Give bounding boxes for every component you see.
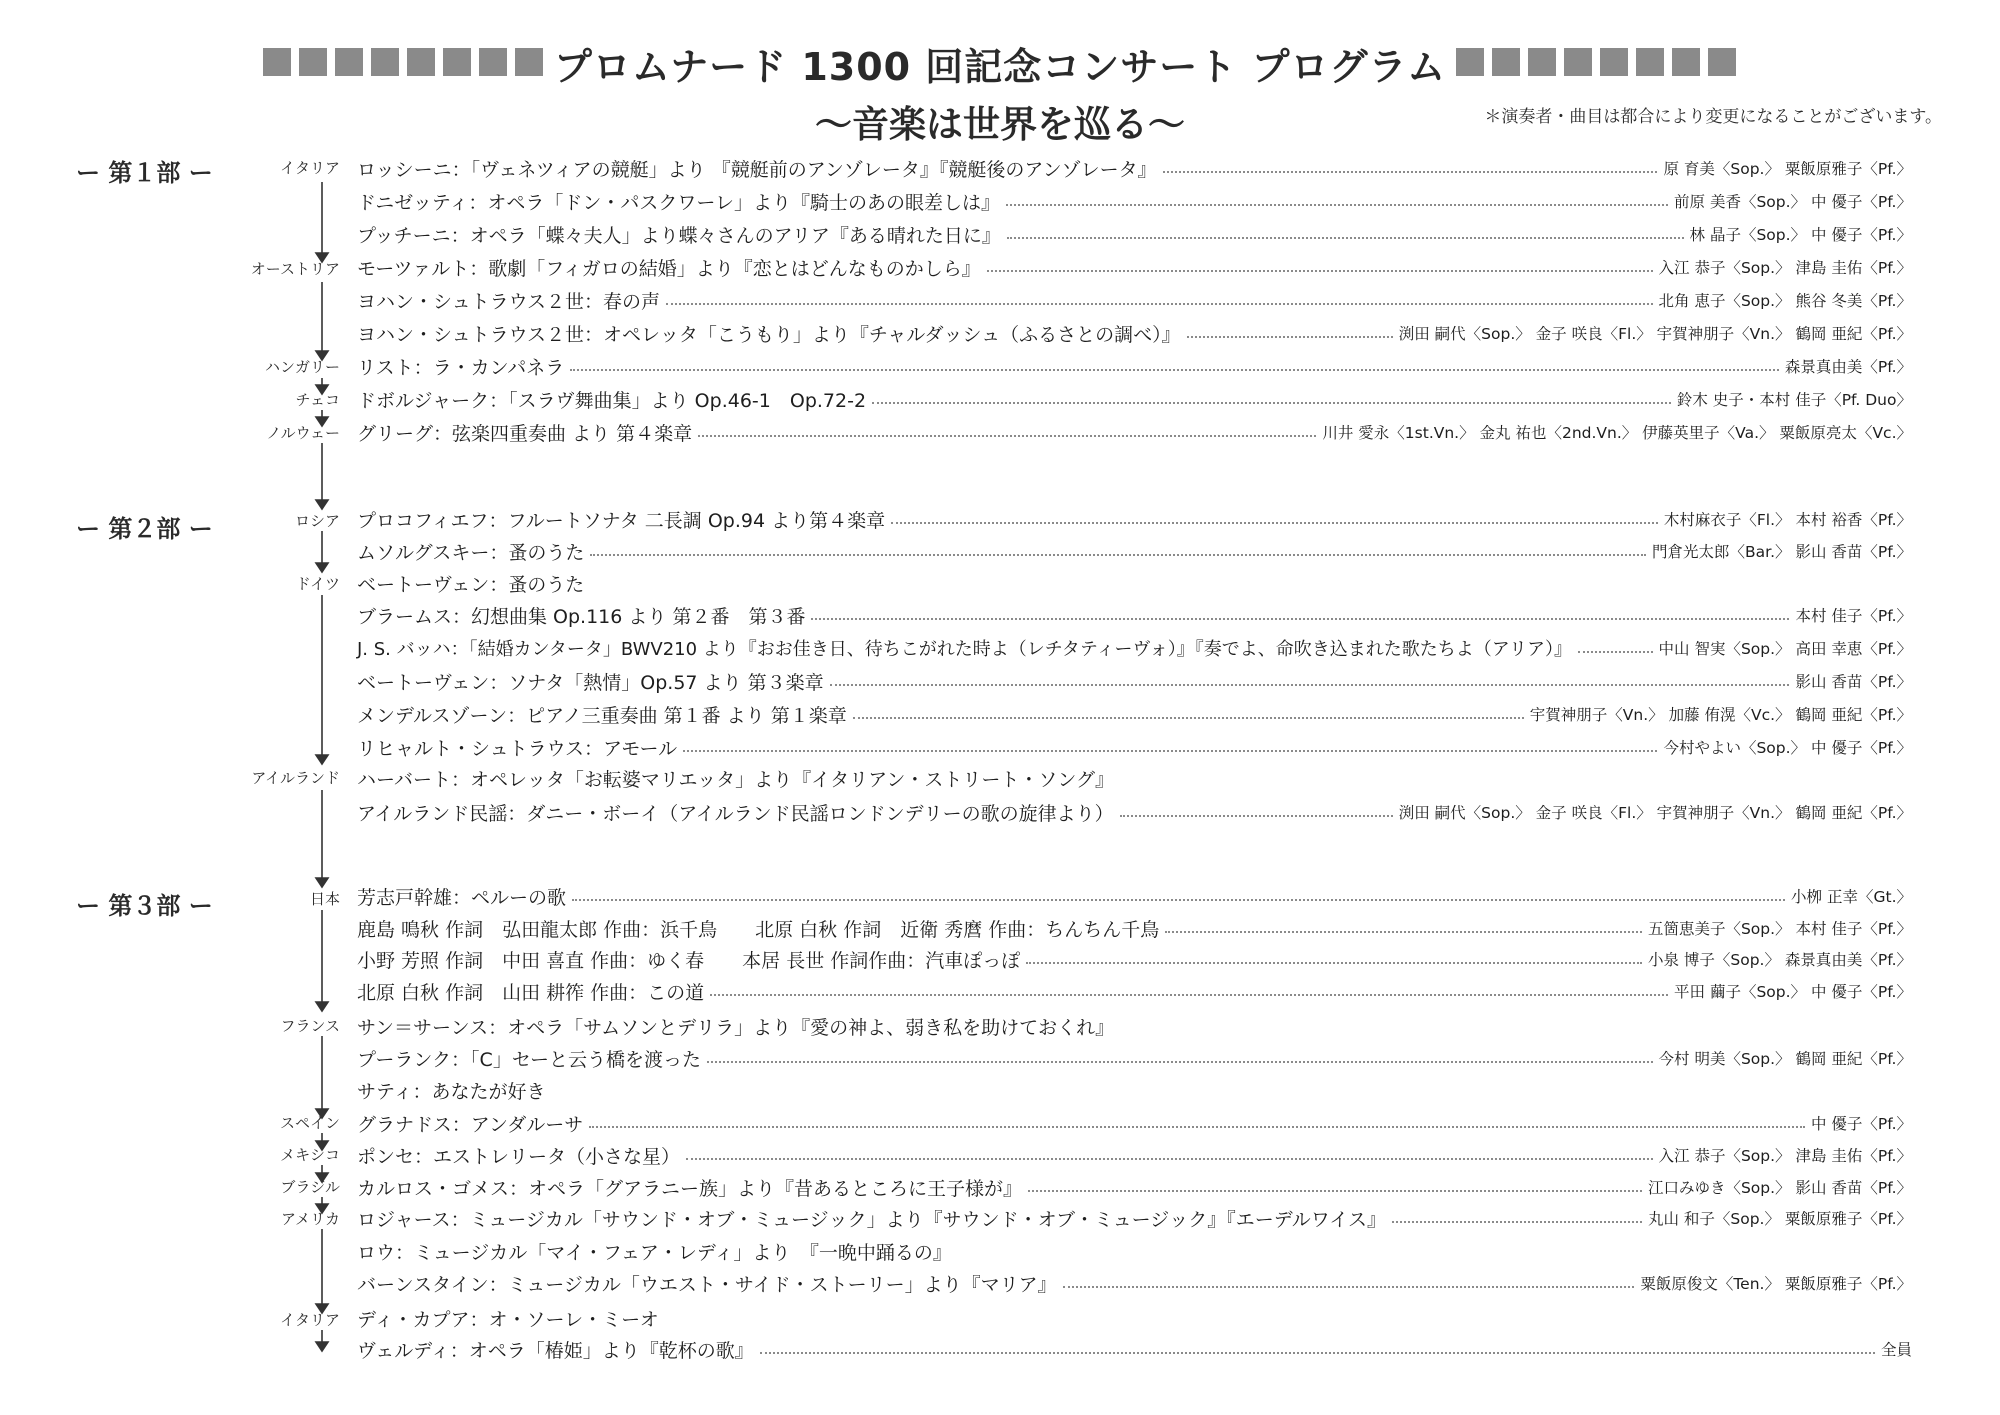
work-title: 芳志戸幹雄：ペルーの歌 bbox=[357, 886, 567, 909]
program-row bbox=[357, 417, 1912, 447]
performers: 江口みゆき〈Sop.〉 影山 香苗〈Pf.〉 bbox=[1647, 1179, 1912, 1197]
performers: 丸山 和子〈Sop.〉 粟飯原雅子〈Pf.〉 bbox=[1647, 1210, 1912, 1228]
program-row bbox=[357, 1303, 1912, 1333]
work-title: ドニゼッティ：オペラ「ドン・パスクワーレ」より『騎士のあの眼差しは』 bbox=[357, 191, 1000, 214]
program-row bbox=[357, 285, 1912, 315]
program-row bbox=[357, 1203, 1912, 1233]
work-title: ヴェルディ：オペラ「椿姫」より『乾杯の歌』 bbox=[357, 1339, 754, 1362]
work-title: ドボルジャーク：「スラヴ舞曲集」より Op.46-1 Op.72-2 bbox=[357, 389, 867, 412]
work-title: 鹿島 鳴秋 作詞 弘田龍太郎 作曲：浜千鳥 北原 白秋 作詞 近衛 秀麿 作曲：ちんちん千鳥 bbox=[357, 918, 1160, 941]
country-label: ドイツ bbox=[295, 575, 340, 593]
work-title: アイルランド民謡：ダニー・ボーイ（アイルランド民謡ロンドンデリーの歌の旋律より） bbox=[357, 802, 1114, 825]
leader-dots bbox=[589, 1126, 1805, 1128]
work-title: グリーグ：弦楽四重奏曲 より 第４楽章 bbox=[357, 422, 693, 445]
work-title: モーツァルト：歌劇「フィガロの結婚」より『恋とはどんなものかしら』 bbox=[357, 257, 981, 280]
leader-dots bbox=[590, 554, 1646, 556]
country-label: メキシコ bbox=[280, 1146, 340, 1164]
performers: 森景真由美〈Pf.〉 bbox=[1784, 358, 1912, 376]
performers: 中山 智実〈Sop.〉 高田 幸恵〈Pf.〉 bbox=[1658, 640, 1912, 658]
leader-dots bbox=[683, 750, 1657, 752]
work-title: サン＝サーンス：オペラ「サムソンとデリラ」より『愛の神よ、弱き私を助けておくれ』 bbox=[357, 1016, 1115, 1039]
leader-dots bbox=[570, 369, 1779, 371]
work-title: プーランク：「C」セーと云う橋を渡った bbox=[357, 1048, 702, 1071]
leader-dots bbox=[1007, 237, 1684, 239]
program-row bbox=[357, 633, 1912, 663]
leader-dots bbox=[830, 684, 1790, 686]
country-label: ハンガリー bbox=[264, 358, 340, 376]
program-row bbox=[357, 1011, 1912, 1041]
leader-dots bbox=[1163, 171, 1658, 173]
leader-dots bbox=[1028, 1190, 1642, 1192]
performers: 川井 愛永〈1st.Vn.〉 金丸 祐也〈2nd.Vn.〉 伊藤英里子〈Va.〉 粟飯原亮太〈Vc.〉 bbox=[1322, 424, 1912, 442]
leader-dots bbox=[1120, 815, 1393, 817]
work-title: 小野 芳照 作詞 中田 喜直 作曲：ゆく春 本居 長世 作詞作曲：汽車ぽっぽ bbox=[357, 949, 1021, 972]
program-row bbox=[357, 944, 1912, 974]
country-label: ノルウェー bbox=[266, 424, 340, 442]
work-title: メンデルスゾーン：ピアノ三重奏曲 第１番 より 第１楽章 bbox=[357, 704, 847, 727]
performers: 宇賀神朋子〈Vn.〉 加藤 侑滉〈Vc.〉 鶴岡 亜紀〈Pf.〉 bbox=[1529, 706, 1912, 724]
leader-dots bbox=[1578, 651, 1653, 653]
country-label: イタリア bbox=[279, 159, 340, 177]
work-title: ベートーヴェン：ソナタ「熱情」Op.57 より 第３楽章 bbox=[357, 671, 824, 694]
program-row bbox=[357, 318, 1912, 348]
program-row bbox=[357, 504, 1912, 534]
program-row bbox=[357, 797, 1912, 827]
leader-dots bbox=[686, 1158, 1653, 1160]
part-label: ー 第１部 ー bbox=[76, 159, 213, 187]
work-title: サティ：あなたが好き bbox=[357, 1080, 546, 1103]
leader-dots bbox=[760, 1352, 1875, 1354]
leader-dots bbox=[891, 522, 1658, 524]
work-title: ロジャース：ミュージカル「サウンド・オブ・ミュージック」より『サウンド・オブ・ミュージック』『エーデルワイス』 bbox=[357, 1208, 1387, 1231]
country-label: アメリカ bbox=[281, 1210, 340, 1228]
work-title: ディ・カプア：オ・ソーレ・ミーオ bbox=[357, 1308, 659, 1331]
leader-dots bbox=[1392, 1221, 1642, 1223]
program-row bbox=[357, 252, 1912, 282]
performers: 鈴木 史子・本村 佳子〈Pf. Duo〉 bbox=[1676, 391, 1912, 409]
program-row bbox=[357, 881, 1912, 911]
leader-dots bbox=[666, 303, 1652, 305]
country-label: オーストリア bbox=[250, 260, 340, 278]
performers: 今村やよい〈Sop.〉 中 優子〈Pf.〉 bbox=[1663, 739, 1912, 757]
performers: 今村 明美〈Sop.〉 鶴岡 亜紀〈Pf.〉 bbox=[1658, 1050, 1912, 1068]
leader-dots bbox=[987, 270, 1653, 272]
work-title: プロコフィエフ：フルートソナタ 二長調 Op.94 より第４楽章 bbox=[357, 509, 886, 532]
leader-dots bbox=[1063, 1286, 1635, 1288]
page-title: プロムナード 1300 回記念コンサート プログラム bbox=[553, 45, 1447, 89]
leader-dots bbox=[707, 1061, 1652, 1063]
leader-dots bbox=[1006, 204, 1668, 206]
performers: 中 優子〈Pf.〉 bbox=[1810, 1115, 1912, 1133]
performers: 渕田 嗣代〈Sop.〉 金子 咲良〈Fl.〉 宇賀神朋子〈Vn.〉 鶴岡 亜紀〈Pf.〉 bbox=[1398, 325, 1912, 343]
work-title: バーンスタイン：ミュージカル「ウエスト・サイド・ストーリー」より『マリア』 bbox=[357, 1273, 1057, 1296]
program-row bbox=[357, 1172, 1912, 1202]
performers: 木村麻衣子〈Fl.〉 本村 裕香〈Pf.〉 bbox=[1663, 511, 1912, 529]
leader-dots bbox=[698, 435, 1316, 437]
performers: 小泉 博子〈Sop.〉 森景真由美〈Pf.〉 bbox=[1647, 951, 1912, 969]
country-label: チェコ bbox=[295, 391, 340, 409]
program-row bbox=[357, 1268, 1912, 1298]
performers: 五箇恵美子〈Sop.〉 本村 佳子〈Pf.〉 bbox=[1647, 920, 1912, 938]
program-row bbox=[357, 186, 1912, 216]
program-row bbox=[357, 1236, 1912, 1266]
performers: 前原 美香〈Sop.〉 中 優子〈Pf.〉 bbox=[1674, 193, 1912, 211]
work-title: プッチーニ：オペラ「蝶々夫人」より蝶々さんのアリア『ある晴れた日に』 bbox=[357, 224, 1001, 247]
performers: 入江 恭子〈Sop.〉 津島 圭佑〈Pf.〉 bbox=[1658, 1147, 1912, 1165]
program-row bbox=[357, 600, 1912, 630]
performers: 北角 恵子〈Sop.〉 熊谷 冬美〈Pf.〉 bbox=[1658, 292, 1912, 310]
program-row bbox=[357, 699, 1912, 729]
program-row bbox=[357, 1334, 1912, 1364]
performers: 小栁 正幸〈Gt.〉 bbox=[1791, 888, 1912, 906]
program-row bbox=[357, 153, 1912, 183]
work-title: ベートーヴェン：蚤のうた bbox=[357, 573, 585, 596]
work-title: ポンセ：エストレリータ（小さな星） bbox=[357, 1145, 681, 1168]
work-title: リヒャルト・シュトラウス：アモール bbox=[357, 737, 678, 760]
country-label: アイルランド bbox=[251, 769, 340, 787]
leader-dots bbox=[853, 717, 1524, 719]
performers: 平田 繭子〈Sop.〉 中 優子〈Pf.〉 bbox=[1674, 983, 1912, 1001]
program-row bbox=[357, 536, 1912, 566]
page-subtitle: ～音楽は世界を巡る～ bbox=[815, 103, 1185, 146]
work-title: ロッシーニ：「ヴェネツィアの競艇」より 『競艇前のアンゾレータ』『競艇後のアンゾレータ』 bbox=[357, 158, 1157, 181]
work-title: J. S. バッハ：「結婚カンタータ」BWV210 より『おお佳き日、待ちこがれた時よ（レチタティーヴォ）』『奏でよ、命吹き込まれた歌たちよ（アリア）』 bbox=[357, 639, 1573, 660]
country-label: 日本 bbox=[309, 890, 340, 908]
program-row bbox=[357, 351, 1912, 381]
leader-dots bbox=[710, 994, 1668, 996]
performers: 門倉光太郎〈Bar.〉 影山 香苗〈Pf.〉 bbox=[1652, 543, 1912, 561]
work-title: ヨハン・シュトラウス２世：春の声 bbox=[357, 290, 661, 313]
leader-dots bbox=[811, 618, 1789, 620]
program-row bbox=[357, 976, 1912, 1006]
country-label: ロシア bbox=[294, 512, 340, 530]
program-row bbox=[357, 1075, 1912, 1105]
program-row bbox=[357, 732, 1912, 762]
performers: 影山 香苗〈Pf.〉 bbox=[1795, 673, 1912, 691]
performers: 入江 恭子〈Sop.〉 津島 圭佑〈Pf.〉 bbox=[1658, 259, 1912, 277]
part-label: ー 第２部 ー bbox=[76, 515, 213, 543]
work-title: リスト：ラ・カンパネラ bbox=[357, 356, 565, 379]
country-label: スペイン bbox=[279, 1114, 340, 1132]
leader-dots bbox=[1187, 336, 1393, 338]
performers: 全員 bbox=[1880, 1341, 1912, 1359]
leader-dots bbox=[572, 899, 1785, 901]
program-row bbox=[357, 1108, 1912, 1138]
work-title: ムソルグスキー：蚤のうた bbox=[357, 541, 585, 564]
work-title: ハーバート：オペレッタ「お転婆マリエッタ」より『イタリアン・ストリート・ソング』 bbox=[357, 768, 1114, 791]
program-row bbox=[357, 913, 1912, 943]
performers: 渕田 嗣代〈Sop.〉 金子 咲良〈Fl.〉 宇賀神朋子〈Vn.〉 鶴岡 亜紀〈Pf.〉 bbox=[1398, 804, 1912, 822]
work-title: カルロス・ゴメス：オペラ「グアラニー族」より『昔あるところに王子様が』 bbox=[357, 1177, 1023, 1200]
country-label: イタリア bbox=[279, 1311, 340, 1329]
performers: 本村 佳子〈Pf.〉 bbox=[1795, 607, 1912, 625]
program-row bbox=[357, 763, 1912, 793]
program-row bbox=[357, 219, 1912, 249]
work-title: グラナドス：アンダルーサ bbox=[357, 1113, 584, 1136]
program-row bbox=[357, 666, 1912, 696]
performers: 原 育美〈Sop.〉 粟飯原雅子〈Pf.〉 bbox=[1663, 160, 1912, 178]
program-row bbox=[357, 1043, 1912, 1073]
work-title: ヨハン・シュトラウス２世：オペレッタ「こうもり」より『チャルダッシュ（ふるさとの調べ）』 bbox=[357, 323, 1181, 346]
leader-dots bbox=[1026, 962, 1642, 964]
work-title: 北原 白秋 作詞 山田 耕筰 作曲：この道 bbox=[357, 981, 705, 1004]
program-row bbox=[357, 384, 1912, 414]
country-label: フランス bbox=[280, 1017, 340, 1035]
program-row bbox=[357, 568, 1912, 598]
change-notice: ＊演奏者・曲目は都合により変更になることがございます。 bbox=[1484, 107, 1942, 127]
leader-dots bbox=[872, 402, 1671, 404]
work-title: ロウ：ミュージカル「マイ・フェア・レディ」より 『一晩中踊るの』 bbox=[357, 1241, 952, 1264]
performers: 粟飯原俊文〈Ten.〉 粟飯原雅子〈Pf.〉 bbox=[1640, 1275, 1912, 1293]
performers: 林 晶子〈Sop.〉 中 優子〈Pf.〉 bbox=[1689, 226, 1912, 244]
work-title: ブラームス：幻想曲集 Op.116 より 第２番 第３番 bbox=[357, 605, 806, 628]
part-label: ー 第３部 ー bbox=[76, 892, 213, 920]
program-row bbox=[357, 1140, 1912, 1170]
country-label: ブラジル bbox=[280, 1178, 340, 1196]
leader-dots bbox=[1165, 931, 1642, 933]
